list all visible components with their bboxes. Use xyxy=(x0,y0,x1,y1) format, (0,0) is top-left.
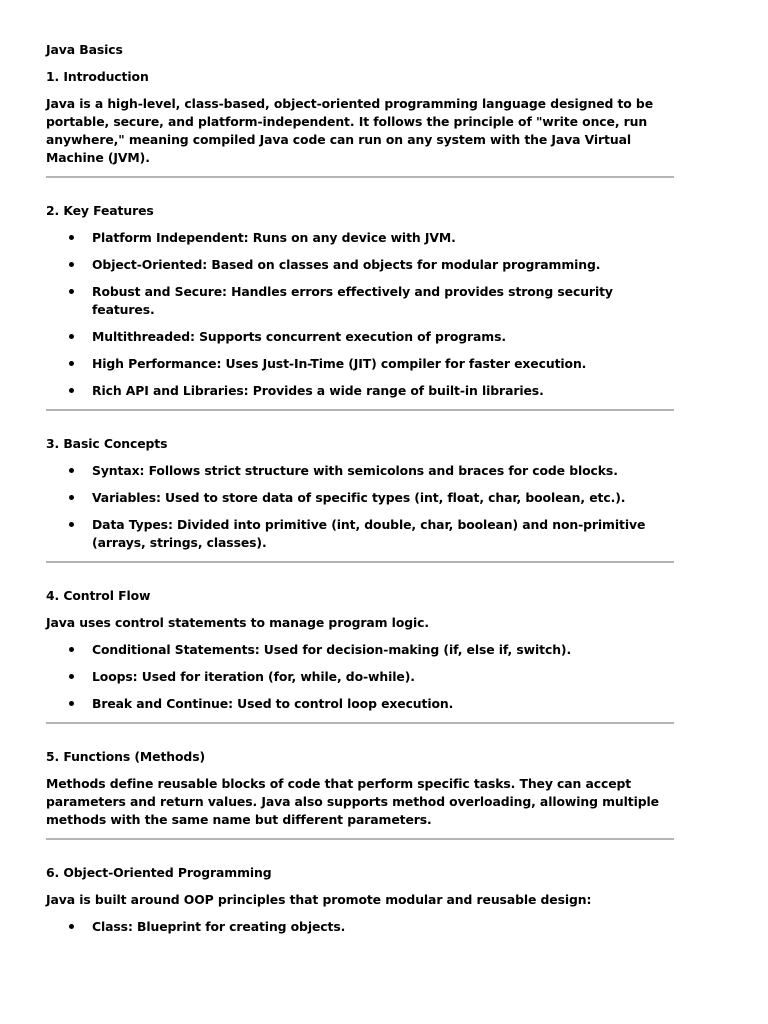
list-item xyxy=(46,283,674,319)
section-heading: 5. Functions (Methods) xyxy=(46,749,206,764)
bullet-icon xyxy=(69,235,74,240)
section-divider xyxy=(46,176,674,178)
section-divider xyxy=(46,838,674,840)
list-item-text: Variables: Used to store data of specific types (int, float, char, boolean, etc.). xyxy=(92,490,626,505)
list-item xyxy=(46,489,674,507)
section-heading: 4. Control Flow xyxy=(46,588,151,603)
list-item-text: Syntax: Follows strict structure with semicolons and braces for code blocks. xyxy=(92,463,618,478)
bullet-icon xyxy=(69,361,74,366)
bullet-icon xyxy=(69,674,74,679)
list-item-text: Conditional Statements: Used for decision-making (if, else if, switch). xyxy=(92,642,572,657)
section-heading: 1. Introduction xyxy=(46,69,149,84)
list-item-text: Platform Independent: Runs on any device with JVM. xyxy=(92,230,456,245)
bullet-list xyxy=(46,462,674,552)
bullet-icon xyxy=(69,701,74,706)
list-item xyxy=(46,355,674,373)
bullet-list xyxy=(46,641,674,713)
section-divider xyxy=(46,561,674,563)
section-heading: 6. Object-Oriented Programming xyxy=(46,865,272,880)
list-item-text: Robust and Secure: Handles errors effectively and provides strong security features. xyxy=(92,284,613,317)
bullet-icon xyxy=(69,388,74,393)
section-divider xyxy=(46,722,674,724)
section-functions xyxy=(46,748,674,829)
bullet-icon xyxy=(69,924,74,929)
list-item xyxy=(46,462,674,480)
list-item-text: Rich API and Libraries: Provides a wide range of built-in libraries. xyxy=(92,383,544,398)
list-item xyxy=(46,641,674,659)
bullet-icon xyxy=(69,289,74,294)
section-paragraph: Methods define reusable blocks of code that perform specific tasks. They can accept parameters and return values. Java also supports method overloading, allowing multiple methods with the same name but different parameters. xyxy=(46,776,659,827)
bullet-icon xyxy=(69,522,74,527)
list-item-text: Multithreaded: Supports concurrent execution of programs. xyxy=(92,329,506,344)
list-item xyxy=(46,516,674,552)
section-heading: 2. Key Features xyxy=(46,203,154,218)
list-item xyxy=(46,918,674,936)
bullet-list xyxy=(46,918,674,936)
section-paragraph: Java uses control statements to manage program logic. xyxy=(46,615,430,630)
list-item xyxy=(46,256,674,274)
section-control-flow xyxy=(46,587,674,713)
section-paragraph: Java is built around OOP principles that promote modular and reusable design: xyxy=(46,892,592,907)
list-item xyxy=(46,382,674,400)
section-basic-concepts xyxy=(46,435,674,552)
bullet-icon xyxy=(69,262,74,267)
bullet-icon xyxy=(69,647,74,652)
document-title: Java Basics xyxy=(46,42,123,57)
document-page xyxy=(46,41,674,945)
list-item xyxy=(46,328,674,346)
bullet-list xyxy=(46,229,674,400)
list-item-text: Loops: Used for iteration (for, while, do-while). xyxy=(92,669,415,684)
section-paragraph: Java is a high-level, class-based, object-oriented programming language designed to be portable, secure, and platform-independent. It follows the principle of "write once, run anywhere," meaning compiled Java code can run on any system with the Java Virtual Machine (JVM). xyxy=(46,96,653,165)
bullet-icon xyxy=(69,334,74,339)
list-item-text: Break and Continue: Used to control loop execution. xyxy=(92,696,454,711)
list-item-text: High Performance: Uses Just-In-Time (JIT) compiler for faster execution. xyxy=(92,356,587,371)
list-item-text: Class: Blueprint for creating objects. xyxy=(92,919,346,934)
list-item-text: Object-Oriented: Based on classes and objects for modular programming. xyxy=(92,257,601,272)
list-item xyxy=(46,668,674,686)
list-item xyxy=(46,229,674,247)
list-item xyxy=(46,695,674,713)
list-item-text: Data Types: Divided into primitive (int, double, char, boolean) and non-primitive (arrays, strings, classes). xyxy=(92,517,646,550)
section-oop xyxy=(46,864,674,936)
bullet-icon xyxy=(69,495,74,500)
section-divider xyxy=(46,409,674,411)
section-heading: 3. Basic Concepts xyxy=(46,436,168,451)
section-key-features xyxy=(46,202,674,400)
section-introduction xyxy=(46,68,674,167)
bullet-icon xyxy=(69,468,74,473)
